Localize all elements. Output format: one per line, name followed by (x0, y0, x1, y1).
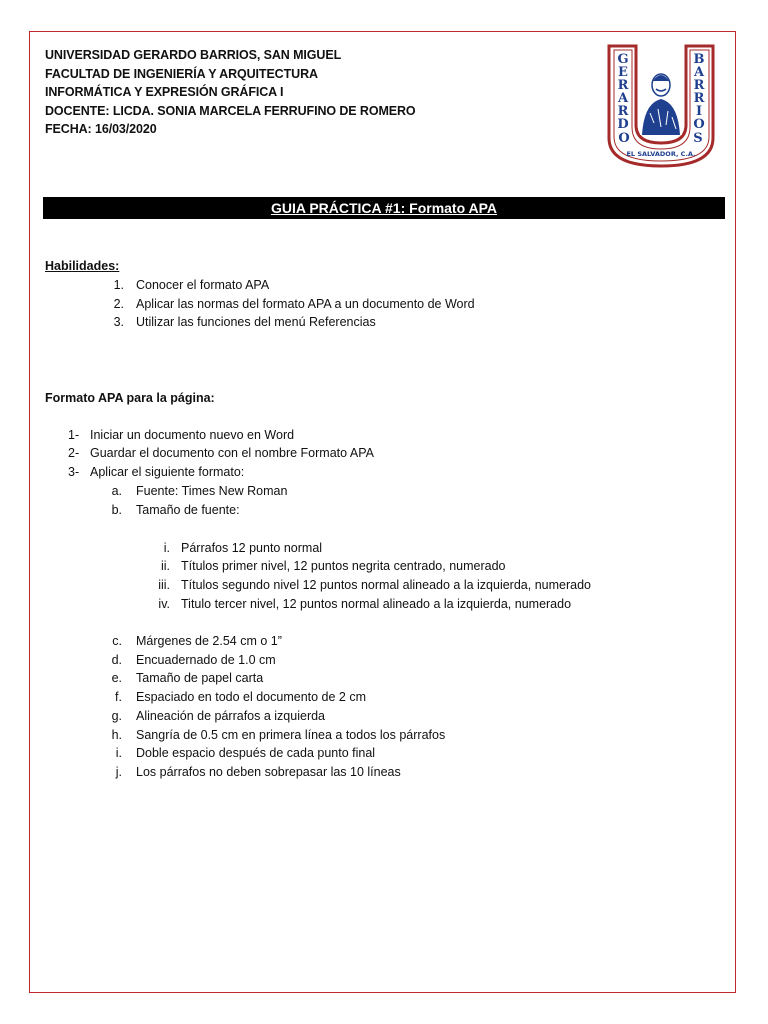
list-item: Encuadernado de 1.0 cm (136, 653, 276, 667)
list-marker: d. (111, 653, 122, 667)
list-item: Utilizar las funciones del menú Referencias (136, 315, 376, 329)
list-item: Espaciado en todo el documento de 2 cm (136, 690, 367, 704)
list-item: Títulos primer nivel, 12 puntos negrita centrado, numerado (181, 559, 506, 573)
course-name: INFORMÁTICA Y EXPRESIÓN GRÁFICA I (45, 85, 284, 99)
list-marker: h. (111, 728, 122, 742)
document-header (45, 46, 416, 139)
svg-text:R: R (617, 78, 629, 93)
svg-text:R: R (617, 104, 629, 119)
teacher-name: DOCENTE: LICDA. SONIA MARCELA FERRUFINO DE ROMERO (45, 103, 416, 118)
svg-text:O: O (618, 131, 630, 146)
svg-text:B: B (693, 52, 705, 67)
list-item: Los párrafos no deben sobrepasar las 10 líneas (136, 765, 401, 779)
document-title-bar (43, 197, 725, 219)
svg-text:D: D (617, 117, 629, 132)
list-item: Fuente: Times New Roman (136, 484, 288, 498)
list-marker: e. (111, 671, 122, 685)
list-marker: b. (111, 503, 122, 517)
list-marker: a. (111, 484, 122, 498)
list-item: Sangría de 0.5 cm en primera línea a todos los párrafos (136, 728, 446, 742)
list-item: Tamaño de papel carta (136, 671, 264, 685)
logo-letter: G (617, 52, 629, 67)
list-marker: ii. (160, 559, 170, 573)
document-date: FECHA: 16/03/2020 (45, 122, 157, 136)
list-marker: 3. (113, 315, 124, 329)
list-item: Párrafos 12 punto normal (181, 541, 323, 555)
list-item: Guardar el documento con el nombre Formato APA (90, 446, 374, 460)
document-title: GUIA PRÁCTICA #1: Formato APA (270, 200, 498, 216)
logo-caption: EL SALVADOR, C.A. (626, 150, 696, 158)
list-marker: iv. (158, 597, 170, 611)
university-name: UNIVERSIDAD GERARDO BARRIOS, SAN MIGUEL (45, 48, 342, 62)
list-marker: 2. (113, 297, 124, 311)
list-marker: 1- (68, 428, 80, 442)
list-item: Titulo tercer nivel, 12 puntos normal alineado a la izquierda, numerado (181, 597, 572, 611)
list-marker: 2- (68, 446, 80, 460)
list-item: Tamaño de fuente: (136, 503, 240, 517)
list-item: Doble espacio después de cada punto final (136, 746, 376, 760)
list-item: Alineación de párrafos a izquierda (136, 709, 326, 723)
list-item: Aplicar el siguiente formato: (90, 465, 245, 479)
svg-text:R: R (693, 78, 705, 93)
svg-text:A: A (617, 91, 629, 106)
list-marker: iii. (158, 578, 170, 592)
svg-text:A: A (693, 65, 705, 80)
habilidades-heading: Habilidades: (45, 259, 120, 273)
svg-text:I: I (695, 104, 703, 119)
list-marker: g. (111, 709, 122, 723)
list-marker: f. (115, 690, 122, 704)
svg-text:E: E (618, 65, 628, 80)
list-marker: i. (115, 746, 122, 760)
list-marker: 1. (113, 278, 124, 292)
svg-text:O: O (693, 117, 705, 132)
university-logo-icon (606, 43, 716, 169)
list-item: Iniciar un documento nuevo en Word (90, 428, 295, 442)
list-marker: 3- (68, 465, 80, 479)
list-marker: i. (163, 541, 170, 555)
list-item: Conocer el formato APA (136, 278, 270, 292)
list-marker: j. (115, 765, 122, 779)
formato-heading: Formato APA para la página: (45, 391, 215, 405)
list-item: Títulos segundo nivel 12 puntos normal alineado a la izquierda, numerado (181, 578, 591, 592)
list-marker: c. (112, 634, 122, 648)
svg-text:R: R (693, 91, 705, 106)
faculty-name: FACULTAD DE INGENIERÍA Y ARQUITECTURA (45, 66, 318, 81)
svg-text:S: S (693, 131, 703, 146)
list-item: Márgenes de 2.54 cm o 1” (136, 634, 282, 648)
list-item: Aplicar las normas del formato APA a un documento de Word (136, 297, 475, 311)
